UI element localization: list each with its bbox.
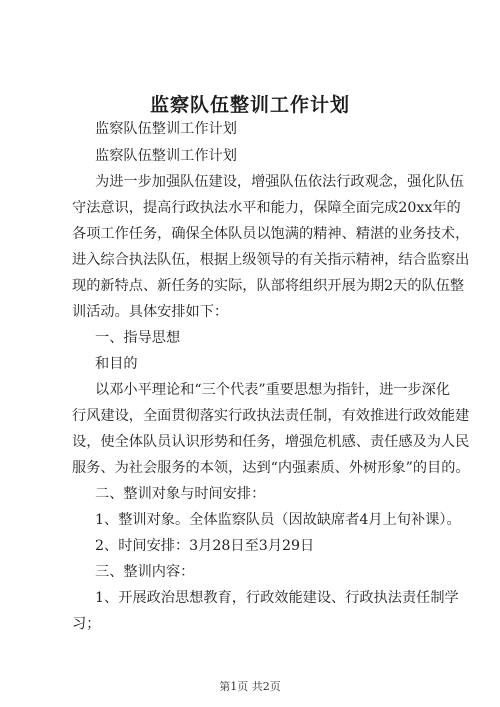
paragraph-line: 为进一步加强队伍建设，增强队伍依法行政观念，强化队伍	[95, 174, 464, 190]
section-heading: 一、指导思想	[95, 330, 181, 346]
list-item: 1、整训对象。全体监察队员（因故缺席者4月上旬补课）。	[95, 512, 461, 528]
paragraph-line: 设，使全体队员认识形势和任务，增强危机感、责任感及为人民	[72, 434, 470, 450]
paragraph-line: 守法意识，提高行政执法水平和能力，保障全面完成20xx年的	[72, 200, 461, 216]
paragraph-line: 服务、为社会服务的本领，达到“内强素质、外树形象”的目的。	[72, 460, 470, 476]
subtitle-line: 监察队伍整训工作计划	[95, 148, 237, 164]
paragraph-line: 行风建设，全面贯彻落实行政执法责任制，有效推进行政效能建	[72, 408, 470, 424]
paragraph-line: 现的新特点、新任务的实际，队部将组织开展为期2天的队伍整	[72, 278, 465, 294]
paragraph-line: 习；	[72, 616, 101, 632]
paragraph-line: 以邓小平理论和“三个代表”重要思想为指针，进一步深化	[95, 382, 451, 398]
paragraph-line: 各项工作任务，确保全体队员以饱满的精神、精湛的业务技术，	[72, 226, 470, 242]
paragraph-line: 训活动。具体安排如下：	[72, 304, 229, 320]
list-item: 2、时间安排：3月28日至3月29日	[95, 538, 315, 554]
list-item: 1、开展政治思想教育，行政效能建设、行政执法责任制学	[95, 590, 459, 606]
document-title: 监察队伍整训工作计划	[149, 94, 350, 116]
page-number: 第1页 共2页	[219, 680, 281, 693]
paragraph-line: 进入综合执法队伍，根据上级领导的有关指示精神，结合监察出	[72, 252, 470, 268]
section-heading: 二、整训对象与时间安排：	[95, 486, 266, 502]
section-heading: 和目的	[95, 356, 138, 372]
subtitle-line: 监察队伍整训工作计划	[95, 121, 237, 137]
section-heading: 三、整训内容：	[95, 564, 195, 580]
